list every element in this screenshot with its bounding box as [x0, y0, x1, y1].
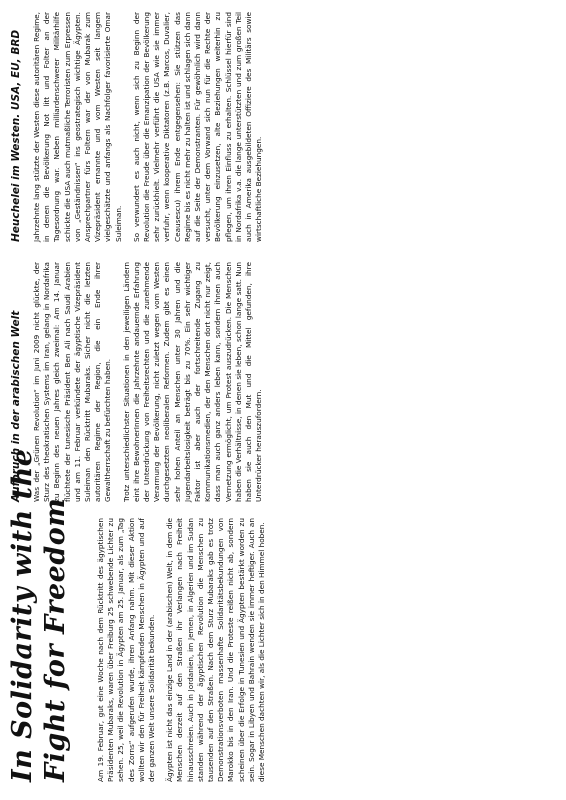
middle-column: [10, 262, 272, 502]
middle-paragraph-1: Was der „Grünen Revolution“ im Juni 2009 nicht glückte, der Sturz des theokratischen Systems im Iran, gelang in Nordafrika zu Beginn des neuen Jahres gleich zweimal: Am 14. Januar flüchtete der tunesische Präsident Ben Ali nach Saudi Arabien und am 11. Februar verkündete der ägyptische Vizepräsident Suleiman den Rücktritt Mubaraks. Sicher nicht die letzten autoritären Regime der Region, die ein Ende ihrer Gewaltherrschaft zu befürchten haben.: [32, 262, 113, 502]
title-line-1: In Solidarity with the: [7, 448, 38, 782]
left-paragraph-1: Am 19. Februar, gut eine Woche nach dem Rücktritt des ägyptischen Präsidenten Mubaraks, waren über Freiburg 25 schwebende Lichter zu sehen. 25, weil die Revolution in Ägypten am 25. Januar, als zum „Tag des Zorns“ aufgerufen wurde, ihren Anfang nahm. Mit dieser Aktion wollten wir den für Freiheit kämpfenden Menschen in Ägypten und auf der ganzen Welt unsere Solidarität bekunden.: [96, 518, 157, 782]
middle-paragraph-2: Trotz unterschiedlichster Situationen in den jeweiligen Ländern eint ihre BewohnerInnen die Jahrzehnte andauernde Erfahrung der Unterdrückung von Freiheitsrechten und die zunehmende Verarmung der Bevölkerung, nicht zuletzt wegen vom Westen durchgesetzten neoliberalen Reformen. Zudem gibt es einen sehr hohen Anteil an Menschen unter 30 Jahren und die Jugendarbeitslosigkeit beträgt bis zu 70%. Ein sehr wichtiger Faktor ist aber auch der fortschreitende Zugang zu Kommunikationsmedien, der den Menschen dort nicht nur zeigt, dass man auch ganz anders leben kann, sondern ihnen auch Vernetzung ermöglicht, um Protest auszudrücken. Die Menschen haben die Verhältnisse, in denen sie leben, schon lange satt. Nun haben sie auch den Mut und die Mittel gefunden, ihre Unterdrücker herauszufordern.: [121, 262, 264, 502]
middle-heading: Aufbruch in der arabischen Welt: [10, 310, 22, 502]
right-paragraph-1: Jahrzehnte lang stützte der Westen diese autoritären Regime, in denen die Bevölkerung Not litt und Folter an der Tagesordnung war. Neben milliardenschwerer Militärhilfe schickte die USA auch mutmaßliche Terroristen zum Erpressen von „Geständnissen“ ins geostrategisch wichtige Ägypten. Ansprechpartner fürs Foltern war der von Mubarak zum Vizepräsident ernannte und vom Westen seit langem vielgeschätzte und anfangs als Nachfolger favorisierte Omar Suleiman.: [32, 12, 123, 242]
right-heading: Heuchelei im Westen. USA, EU, BRD: [10, 29, 22, 242]
left-paragraph-2: Ägypten ist nicht das einzige Land in der (arabischen) Welt, in dem die Menschen derzeit auf den Straßen ihr Verlangen nach Freiheit hinausschreien. Auch in Jordanien, im Jemen, in Algerien und im Sudan standen während der ägyptischen Revolution die Menschen zu tausenden auf den Straßen. Nach dem Sturz Mubaraks gab es trotz Demonstrationsverboten massenhafte Solidaritätsbekundungen von Marokko bis in den Iran. Und die Proteste reißen nicht ab, sondern scheinen über die Erfolge in Tunesien und Ägypten bestärkt worden zu sein. Sogar in Libyen und Bahrain wenden sie immer heftiger. Auch an diese Menschen dachten wir, als die Lichter sich in den Himmel hoben.: [165, 518, 267, 782]
right-column: [10, 12, 272, 242]
left-column: [96, 518, 275, 782]
right-paragraph-2: So verwundert es auch nicht, wenn sich zu Beginn der Revolution die Freude über die Emanzipation der Bevölkerung sehr zurückhielt. Vielmehr verführt die USA wie sie immer verfuhr, wenn kooperative Diktatoren (z.B. Marcos, Duvalier, Ceausescu) ihrem Ende entgegensehen: Sie stützen das Regime bis es nicht mehr zu halten ist und schlagen sich dann auf die Seite der Demonstranten. Für gewöhnlich wird dann versucht, unter dem Vorwand sich nun für die Rechte der Bevölkerung einzusetzen, alte Beziehungen weiterhin zu pflegen, um ihren Einfluss zu erhalten. Schlüssel hierfür sind in Nordafrika v.a. die lange unterstützten und zum großen Teil auch in Amerika ausgebildeten Offiziere des Militärs sowie wirtschaftliche Beziehungen.: [131, 12, 264, 242]
title-line-2: Fight for Freedom: [40, 497, 71, 782]
